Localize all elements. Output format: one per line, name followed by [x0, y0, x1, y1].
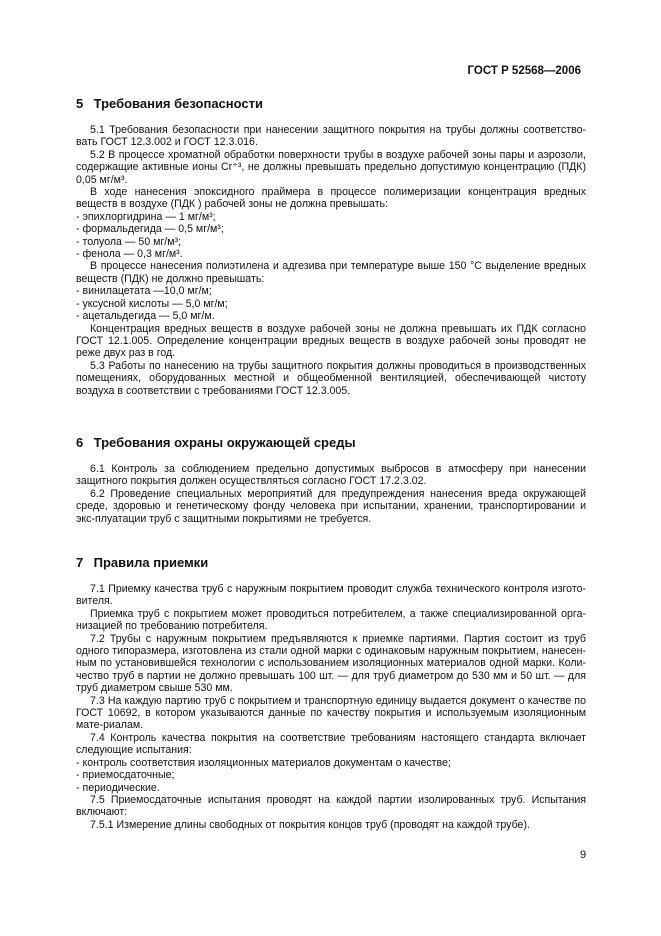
list-item: - винилацетата —10,0 мг/м; [76, 285, 212, 298]
document-header: ГОСТ Р 52568—2006 [467, 65, 581, 77]
list-item: - периодические. [76, 781, 160, 794]
paragraph: В ходе нанесения эпоксидного праймера в процессе полимеризации концентрация вредных веществ в воздухе (ПДК ) рабочей зоны не должна превышать: [76, 186, 586, 211]
list-item: - уксусной кислоты — 5,0 мг/м; [76, 297, 228, 310]
list-item: - толуола — 50 мг/м³; [76, 235, 181, 248]
paragraph: 5.3 Работы по нанесению на трубы защитного покрытия должны проводиться в производственных помещениях, оборудованных местной и общеобменной вентиляцией, обеспечивающей чистоту воздуха в соответствии с требованиями ГОСТ 12.3.005. [76, 359, 586, 397]
list-item: - ацетальдегида — 5,0 мг/м. [76, 310, 215, 323]
paragraph: В процессе нанесения полиэтилена и адгезива при температуре выше 150 °С выделение вредных веществ (ПДК) не должно превышать: [76, 260, 586, 285]
paragraph: 7.3 На каждую партию труб с покрытием и транспортную единицу выдается документ о качестве по ГОСТ 10692, в котором указываются данные по качеству покрытия и используемым изоляционным мате-риалам. [76, 694, 586, 732]
section-7 [76, 555, 586, 831]
section-6-heading: 6 Требования охраны окружающей среды [76, 435, 356, 450]
section-5-heading: 5 Требования безопасности [76, 96, 263, 111]
paragraph: 6.2 Проведение специальных мероприятий для предупреждения нанесения вреда окружающей среде, здоровью и генетическому фонду человека при испытании, хранении, транспортировании и экс-плуатации труб с защитными покрытиями не требуется. [76, 487, 586, 525]
paragraph: 7.5.1 Измерение длины свободных от покрытия концов труб (проводят на каждой трубе). [90, 818, 530, 831]
paragraph: 5.2 В процессе хроматной обработки поверхности трубы в воздухе рабочей зоны пары и аэрозоли, содержащие активные ионы Cr⁺³, не должны превышать предельно допустимую концентрацию (ПДК) 0,05 мг/м³. [76, 148, 586, 186]
paragraph: 7.2 Трубы с наружным покрытием предъявляются к приемке партиями. Партия состоит из труб одного типоразмера, изготовлена из стали одной марки с одинаковым наружным покрытием, нанесен-ным по установившейся технологии с использованием изоляционных материалов одной марки. Коли-чество труб в партии не должно превышать 100 шт. — для труб диаметром до 530 мм и 50 шт. — для труб диаметром свыше 530 мм. [76, 632, 586, 695]
paragraph: 7.1 Приемку качества труб с наружным покрытием проводит служба технического контроля изгото-вителя. [76, 583, 586, 608]
page-number: 9 [580, 849, 587, 861]
paragraph: 5.1 Требования безопасности при нанесении защитного покрытия на трубы должны соответство-вать ГОСТ 12.3.002 и ГОСТ 12.3.016. [76, 124, 586, 149]
section-5 [76, 96, 586, 397]
list-item: - контроль соответствия изоляционных материалов документам о качестве; [76, 756, 451, 769]
paragraph: Концентрация вредных веществ в воздухе рабочей зоны не должна превышать их ПДК согласно ГОСТ 12.1.005. Определение концентрации вредных веществ в воздухе рабочей зоны проводят не реже двух раз в год. [76, 322, 586, 360]
paragraph: 6.1 Контроль за соблюдением предельно допустимых выбросов в атмосферу при нанесении защитного покрытия должен осуществляться согласно ГОСТ 17.2.3.02. [76, 463, 586, 488]
paragraph: Приемка труб с покрытием может проводиться потребителем, а также специализированной орга-низацией по требованию потребителя. [76, 607, 586, 633]
list-item: - фенола — 0,3 мг/м³. [76, 248, 183, 261]
list-item: - эпихлоргидрина — 1 мг/м³; [76, 210, 216, 223]
paragraph: 7.5 Приемосдаточные испытания проводят на каждой партии изолированных труб. Испытания включают: [76, 793, 586, 819]
section-7-heading: 7 Правила приемки [76, 555, 209, 570]
section-6 [76, 435, 586, 525]
list-item: - приемосдаточные; [76, 769, 175, 782]
paragraph: 7.4 Контроль качества покрытия на соответствие требованиям настоящего стандарта включает следующие испытания: [76, 731, 586, 757]
list-item: - формальдегида — 0,5 мг/м³; [76, 223, 224, 236]
